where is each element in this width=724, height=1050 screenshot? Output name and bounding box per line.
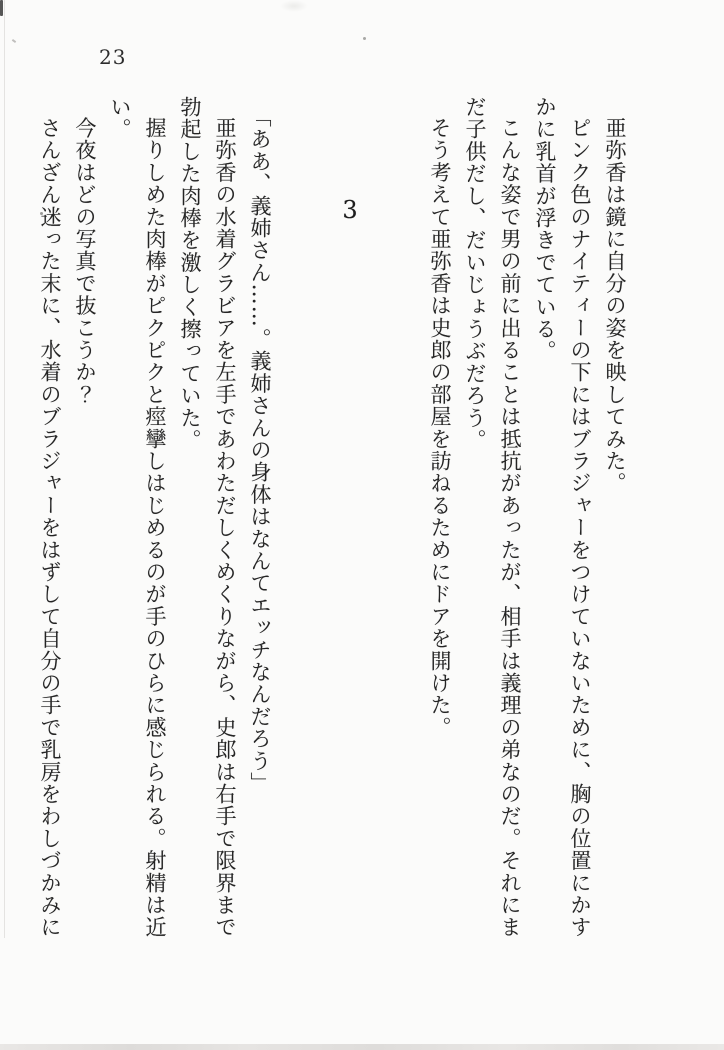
scan-artifact-smudge	[280, 0, 308, 12]
scan-artifact-edge-line	[4, 0, 5, 938]
section-number: 3	[336, 196, 364, 224]
paragraph: そう考えて亜弥香は史郎の部屋を訪ねるためにドアを開けた。	[428, 117, 452, 739]
scan-artifact-bottom-band	[0, 1044, 724, 1050]
body-text	[32, 96, 632, 942]
paragraph: こんな姿で男の前に出ることは抵抗があったが、相手は義理の弟なのだ。それにまだ子供だし、だいじょうぶだろう。	[463, 96, 522, 939]
scan-artifact-corner	[0, 0, 3, 16]
paragraph: 握りしめた肉棒がピクピクと痙攣しはじめるのが手のひらに感じられる。射精は近い。	[108, 96, 167, 939]
scan-artifact-speck	[12, 39, 16, 43]
paragraph: 亜弥香の水着グラビアを左手であわただしくめくりながら、史郎は右手で限界まで勃起した肉棒を激しく擦っていた。	[178, 96, 237, 939]
paragraph: 亜弥香は鏡に自分の姿を映してみた。	[603, 117, 627, 495]
paragraph: ピンク色のナイティーの下にはブラジャーをつけていないために、胸の位置にかすかに乳首が浮きでている。	[533, 96, 592, 939]
paragraph: 今夜はどの写真で抜こうか？	[73, 117, 97, 406]
paragraph-dialogue: 「ああ、義姉さん……。義姉さんの身体はなんてエッチなんだろう」	[248, 106, 272, 795]
paragraph: さんざん迷った末に、水着のブラジャーをはずして自分の手で乳房をわしづかみに	[38, 117, 62, 939]
scan-artifact-speck	[363, 37, 366, 40]
page-number: 23	[99, 45, 127, 69]
